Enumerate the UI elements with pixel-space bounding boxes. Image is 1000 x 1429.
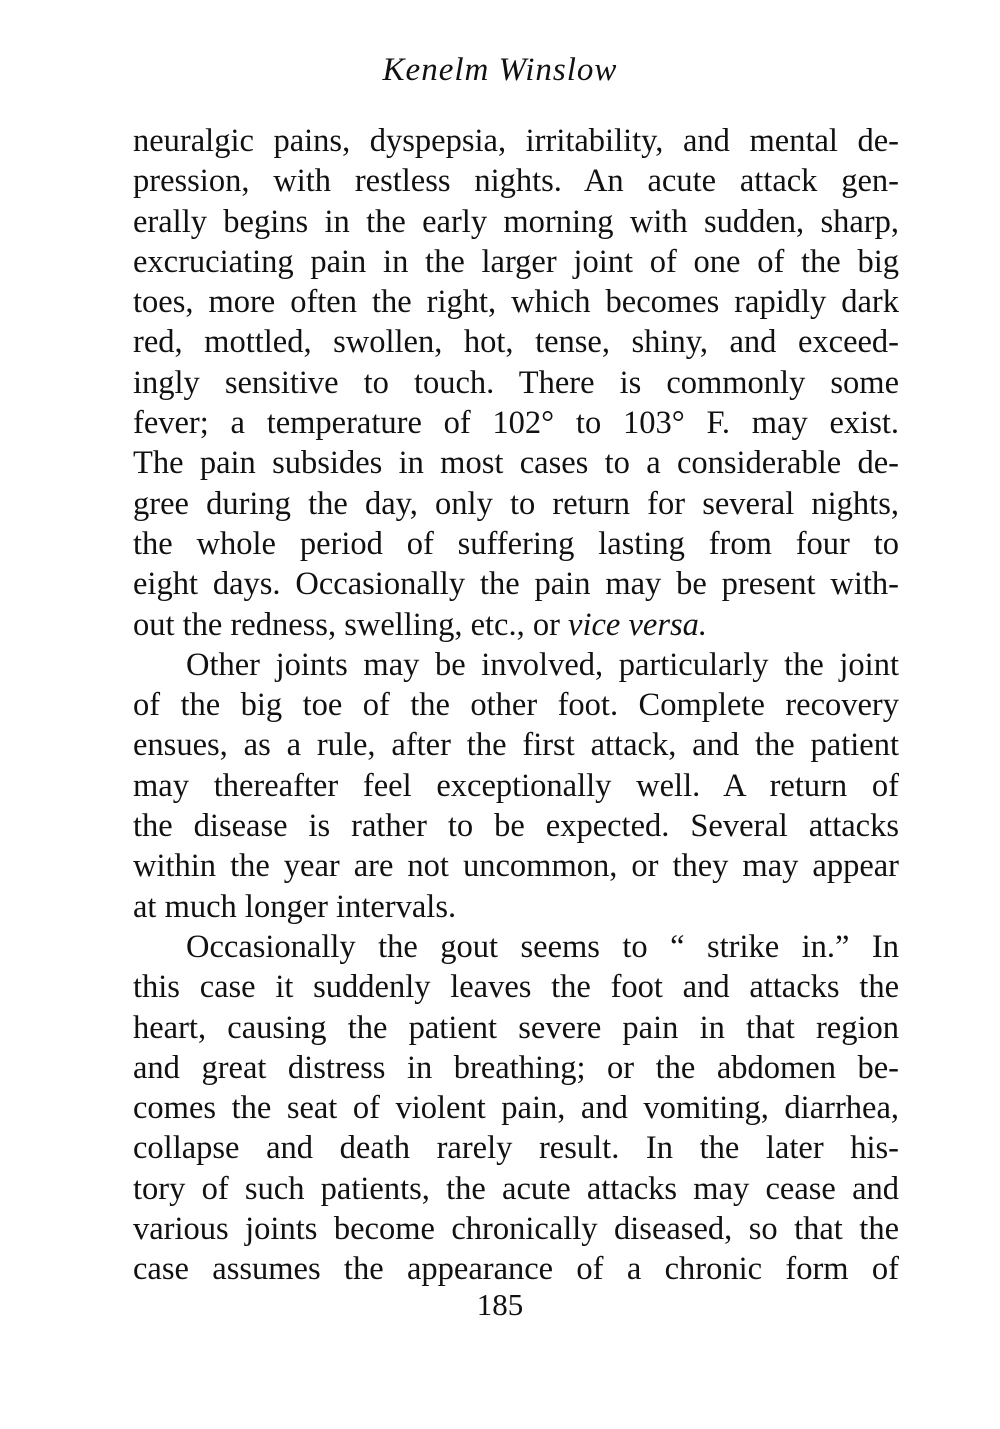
text-line-prefix: out the redness, swelling, etc., or bbox=[133, 606, 569, 643]
text-line: pression, with restless nights. An acute attack gen- bbox=[133, 163, 899, 200]
text-line: ingly sensitive to touch. There is commonly some bbox=[133, 364, 899, 401]
text-line: gree during the day, only to return for several nights, bbox=[133, 485, 899, 522]
text-line: red, mottled, swollen, hot, tense, shiny, and exceed- bbox=[133, 324, 899, 361]
paragraph bbox=[133, 121, 899, 645]
text-line: this case it suddenly leaves the foot and attacks the bbox=[133, 969, 899, 1006]
text-line: collapse and death rarely result. In the later his- bbox=[133, 1130, 899, 1167]
page-number: 185 bbox=[476, 1287, 524, 1322]
text-line: tory of such patients, the acute attacks may cease and bbox=[133, 1170, 899, 1207]
text-line: and great distress in breathing; or the abdomen be- bbox=[133, 1049, 899, 1086]
text-line-final bbox=[133, 605, 899, 645]
text-line: Other joints may be involved, particularly the joint bbox=[186, 646, 899, 683]
text-line: erally begins in the early morning with sudden, sharp, bbox=[133, 203, 899, 240]
italic-phrase: vice versa. bbox=[568, 606, 707, 643]
paragraph bbox=[133, 645, 899, 927]
text-line: the disease is rather to be expected. Several attacks bbox=[133, 808, 899, 845]
running-head-title: Kenelm Winslow bbox=[382, 52, 618, 88]
text-line: neuralgic pains, dyspepsia, irritability, and mental de- bbox=[133, 123, 899, 159]
text-line: may thereafter feel exceptionally well. A return of bbox=[133, 767, 899, 804]
text-line: within the year are not uncommon, or they may appear bbox=[133, 848, 899, 885]
text-line: ensues, as a rule, after the first attack, and the patient bbox=[133, 727, 899, 764]
text-line: excruciating pain in the larger joint of one of the big bbox=[133, 243, 899, 280]
body-text bbox=[133, 121, 899, 1290]
text-line: The pain subsides in most cases to a considerable de- bbox=[133, 445, 899, 482]
text-line: eight days. Occasionally the pain may be present with- bbox=[133, 566, 899, 603]
paragraph bbox=[133, 927, 899, 1290]
text-line: fever; a temperature of 102° to 103° F. may exist. bbox=[133, 405, 899, 442]
text-line: at much longer intervals. bbox=[133, 888, 457, 925]
text-line: of the big toe of the other foot. Complete recovery bbox=[133, 687, 899, 724]
text-line: comes the seat of violent pain, and vomiting, diarrhea, bbox=[133, 1090, 899, 1127]
text-line: case assumes the appearance of a chronic form of bbox=[133, 1251, 899, 1288]
text-line: various joints become chronically diseased, so that the bbox=[133, 1211, 899, 1248]
text-line: toes, more often the right, which becomes rapidly dark bbox=[133, 284, 899, 321]
text-line: Occasionally the gout seems to “ strike in.” In bbox=[186, 928, 899, 965]
text-line: heart, causing the patient severe pain in that region bbox=[133, 1009, 899, 1046]
text-line: the whole period of suffering lasting from four to bbox=[133, 525, 899, 562]
